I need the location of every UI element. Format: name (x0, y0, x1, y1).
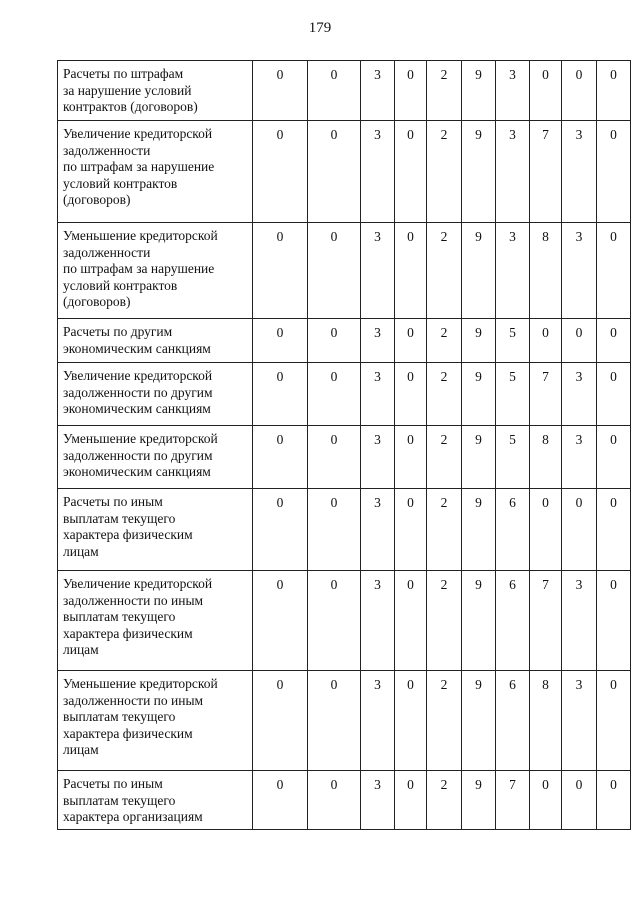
code-digit-cell: 3 (361, 426, 395, 489)
code-digit-cell: 3 (562, 223, 597, 319)
code-digit-cell: 2 (427, 363, 462, 426)
code-digit-cell: 0 (308, 319, 361, 363)
code-digit-cell: 0 (597, 771, 631, 830)
code-digit-cell: 2 (427, 671, 462, 771)
code-digit-cell: 0 (395, 771, 427, 830)
code-digit-cell: 0 (562, 319, 597, 363)
code-digit-cell: 0 (308, 426, 361, 489)
code-digit-cell: 7 (530, 363, 562, 426)
code-digit-cell: 3 (562, 363, 597, 426)
code-digit-cell: 9 (462, 319, 496, 363)
account-label-cell (58, 489, 253, 571)
code-digit-cell: 2 (427, 771, 462, 830)
code-digit-cell: 0 (395, 319, 427, 363)
table-row (58, 489, 631, 571)
code-digit-cell: 0 (253, 121, 308, 223)
account-label-cell (58, 319, 253, 363)
code-digit-cell: 5 (496, 319, 530, 363)
account-label: Увеличение кредиторской задолженности по штрафам за нарушение условий контрактов (договоров) (63, 126, 215, 207)
code-digit-cell: 0 (253, 223, 308, 319)
account-label: Расчеты по штрафам за нарушение условий контрактов (договоров) (63, 66, 198, 114)
code-digit-cell: 3 (361, 61, 395, 121)
table-body (58, 61, 631, 830)
account-label-cell (58, 121, 253, 223)
code-digit-cell: 0 (253, 771, 308, 830)
code-digit-cell: 3 (361, 223, 395, 319)
table-row (58, 319, 631, 363)
code-digit-cell: 6 (496, 571, 530, 671)
code-digit-cell: 2 (427, 121, 462, 223)
code-digit-cell: 0 (308, 61, 361, 121)
code-digit-cell: 2 (427, 61, 462, 121)
account-label-cell (58, 61, 253, 121)
code-digit-cell: 9 (462, 363, 496, 426)
code-digit-cell: 0 (597, 671, 631, 771)
code-digit-cell: 3 (361, 121, 395, 223)
code-digit-cell: 3 (562, 121, 597, 223)
account-label-cell (58, 671, 253, 771)
code-digit-cell: 0 (308, 671, 361, 771)
code-digit-cell: 0 (395, 671, 427, 771)
code-digit-cell: 9 (462, 671, 496, 771)
table-row (58, 121, 631, 223)
code-digit-cell: 0 (395, 426, 427, 489)
account-label: Расчеты по иным выплатам текущего характера организациям (63, 776, 203, 824)
code-digit-cell: 7 (530, 121, 562, 223)
table-row (58, 223, 631, 319)
code-digit-cell: 0 (395, 363, 427, 426)
code-digit-cell: 9 (462, 571, 496, 671)
code-digit-cell: 5 (496, 363, 530, 426)
code-digit-cell: 2 (427, 426, 462, 489)
code-digit-cell: 3 (361, 319, 395, 363)
code-digit-cell: 0 (597, 363, 631, 426)
code-digit-cell: 0 (597, 571, 631, 671)
code-digit-cell: 0 (308, 571, 361, 671)
code-digit-cell: 0 (395, 223, 427, 319)
code-digit-cell: 0 (308, 121, 361, 223)
code-digit-cell: 0 (597, 61, 631, 121)
account-label-cell (58, 426, 253, 489)
account-label: Уменьшение кредиторской задолженности по другим экономическим санкциям (63, 431, 218, 479)
code-digit-cell: 0 (597, 223, 631, 319)
code-digit-cell: 6 (496, 489, 530, 571)
code-digit-cell: 0 (253, 571, 308, 671)
code-digit-cell: 9 (462, 223, 496, 319)
account-label: Увеличение кредиторской задолженности по иным выплатам текущего характера физическим лицам (63, 576, 213, 657)
code-digit-cell: 3 (361, 771, 395, 830)
code-digit-cell: 0 (530, 61, 562, 121)
account-label-cell (58, 363, 253, 426)
code-digit-cell: 3 (361, 363, 395, 426)
code-digit-cell: 0 (395, 121, 427, 223)
code-digit-cell: 3 (361, 489, 395, 571)
code-digit-cell: 3 (496, 61, 530, 121)
table-row (58, 771, 631, 830)
code-digit-cell: 0 (395, 489, 427, 571)
code-digit-cell: 0 (253, 671, 308, 771)
code-digit-cell: 3 (361, 671, 395, 771)
code-digit-cell: 9 (462, 771, 496, 830)
code-digit-cell: 5 (496, 426, 530, 489)
code-digit-cell: 8 (530, 223, 562, 319)
code-digit-cell: 7 (530, 571, 562, 671)
account-label-cell (58, 571, 253, 671)
table-row (58, 671, 631, 771)
code-digit-cell: 3 (361, 571, 395, 671)
code-digit-cell: 0 (395, 571, 427, 671)
code-digit-cell: 9 (462, 426, 496, 489)
account-label: Уменьшение кредиторской задолженности по иным выплатам текущего характера физическим лицам (63, 676, 218, 757)
code-digit-cell: 0 (562, 61, 597, 121)
code-digit-cell: 2 (427, 571, 462, 671)
code-digit-cell: 3 (496, 223, 530, 319)
code-digit-cell: 0 (562, 771, 597, 830)
code-digit-cell: 0 (253, 319, 308, 363)
code-digit-cell: 0 (530, 771, 562, 830)
account-label: Расчеты по иным выплатам текущего характера физическим лицам (63, 494, 193, 559)
code-digit-cell: 2 (427, 319, 462, 363)
code-digit-cell: 9 (462, 121, 496, 223)
account-label: Уменьшение кредиторской задолженности по штрафам за нарушение условий контрактов (договоров) (63, 228, 218, 309)
table-row (58, 363, 631, 426)
table-row (58, 571, 631, 671)
code-digit-cell: 9 (462, 61, 496, 121)
code-digit-cell: 3 (496, 121, 530, 223)
account-codes-table (57, 60, 631, 830)
code-digit-cell: 0 (395, 61, 427, 121)
code-digit-cell: 0 (308, 363, 361, 426)
code-digit-cell: 0 (308, 489, 361, 571)
code-digit-cell: 7 (496, 771, 530, 830)
code-digit-cell: 0 (253, 489, 308, 571)
code-digit-cell: 9 (462, 489, 496, 571)
table-row (58, 426, 631, 489)
code-digit-cell: 0 (253, 61, 308, 121)
code-digit-cell: 0 (530, 489, 562, 571)
code-digit-cell: 0 (253, 426, 308, 489)
code-digit-cell: 3 (562, 571, 597, 671)
code-digit-cell: 6 (496, 671, 530, 771)
account-label-cell (58, 223, 253, 319)
account-label: Увеличение кредиторской задолженности по другим экономическим санкциям (63, 368, 213, 416)
code-digit-cell: 8 (530, 426, 562, 489)
code-digit-cell: 0 (597, 121, 631, 223)
code-digit-cell: 0 (308, 223, 361, 319)
code-digit-cell: 8 (530, 671, 562, 771)
code-digit-cell: 0 (253, 363, 308, 426)
account-label: Расчеты по другим экономическим санкциям (63, 324, 211, 356)
code-digit-cell: 2 (427, 223, 462, 319)
code-digit-cell: 3 (562, 426, 597, 489)
code-digit-cell: 0 (597, 426, 631, 489)
account-label-cell (58, 771, 253, 830)
code-digit-cell: 0 (562, 489, 597, 571)
code-digit-cell: 0 (597, 489, 631, 571)
code-digit-cell: 2 (427, 489, 462, 571)
table-row (58, 61, 631, 121)
page-number: 179 (308, 20, 332, 36)
code-digit-cell: 0 (597, 319, 631, 363)
code-digit-cell: 0 (308, 771, 361, 830)
code-digit-cell: 3 (562, 671, 597, 771)
code-digit-cell: 0 (530, 319, 562, 363)
